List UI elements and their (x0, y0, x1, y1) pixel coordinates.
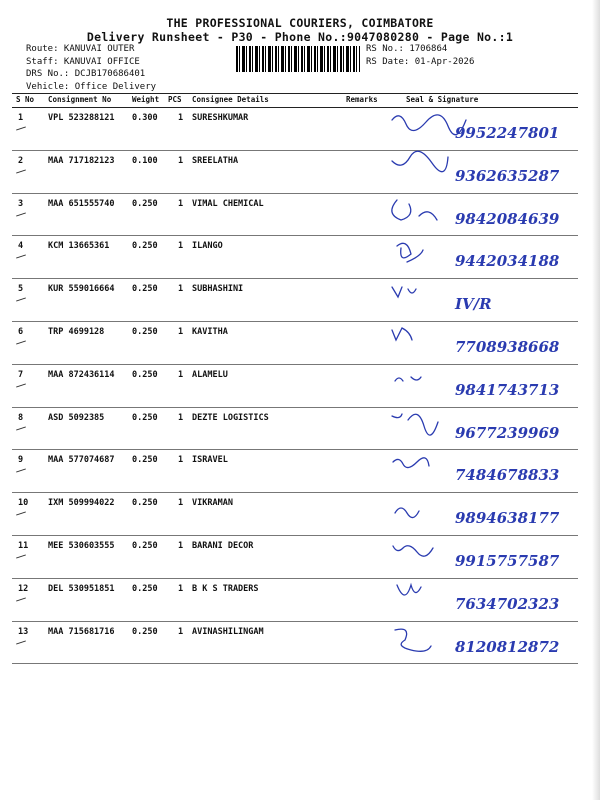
row-consignee: AVINASHILINGAM (192, 626, 264, 637)
row-sno: 8 (18, 412, 24, 423)
row-sno: 10 (18, 498, 29, 509)
row-weight: 0.250 (132, 498, 158, 509)
signature-phone: IV/R (455, 295, 492, 314)
row-sno: 12 (18, 583, 29, 594)
row-weight: 0.250 (132, 198, 158, 209)
runsheet-table (12, 93, 578, 664)
row-weight: 0.300 (132, 113, 158, 123)
signature-phone: 9842084639 (455, 209, 560, 228)
row-consignment: MAA 715681716 (48, 626, 115, 637)
row-weight: 0.250 (132, 455, 158, 466)
table-row (12, 450, 578, 493)
meta-right (366, 43, 474, 68)
meta-left (26, 43, 156, 93)
check-tick (16, 298, 26, 302)
row-weight: 0.250 (132, 326, 158, 337)
row-consignment: MAA 651555740 (48, 198, 115, 209)
scan-edge (592, 0, 600, 800)
check-tick (16, 126, 26, 130)
check-tick (16, 426, 26, 430)
row-consignment: ASD 5092385 (48, 412, 105, 423)
handwritten-signature (387, 196, 597, 234)
table-row (12, 622, 578, 665)
rs-date-line: RS Date: 01-Apr-2026 (366, 56, 475, 67)
handwritten-signature (387, 110, 597, 148)
check-tick (16, 469, 26, 473)
check-tick (16, 597, 26, 601)
check-tick (16, 340, 26, 344)
barcode (236, 46, 360, 72)
runsheet-subtitle: Delivery Runsheet - P30 - Phone No.:9047080280 - Page No.:1 (86, 30, 514, 44)
table-row (12, 365, 578, 408)
handwritten-signature (387, 538, 597, 576)
row-consignment: TRP 4699128 (48, 326, 105, 337)
signature-phone: 9442034188 (455, 252, 560, 271)
row-pcs: 1 (178, 155, 184, 166)
row-pcs: 1 (178, 113, 184, 123)
table-row (12, 408, 578, 451)
handwritten-signature (387, 367, 597, 405)
drs-line: DRS No.: DCJB170686401 (26, 69, 146, 79)
row-pcs: 1 (178, 412, 184, 423)
row-consignment: VPL 523288121 (48, 113, 115, 123)
row-sno: 13 (18, 626, 29, 637)
header-consignee: Consignee Details (192, 95, 269, 104)
row-consignee: ALAMELU (192, 369, 228, 380)
row-consignment: DEL 530951851 (48, 583, 115, 594)
staff-line: Staff: KANUVAI OFFICE (26, 56, 140, 67)
table-row (12, 536, 578, 579)
row-weight: 0.250 (132, 369, 158, 380)
row-sno: 9 (18, 455, 24, 466)
check-tick (16, 212, 26, 216)
header-consignment: Consignment No (48, 95, 112, 104)
header-seal: Seal & Signature (406, 95, 479, 104)
signature-phone: 7634702323 (455, 594, 560, 613)
row-pcs: 1 (178, 583, 184, 594)
row-weight: 0.100 (132, 155, 158, 166)
row-consignment: MEE 530603555 (48, 540, 115, 551)
header-pcs: PCS (168, 95, 182, 104)
row-pcs: 1 (178, 326, 184, 337)
row-consignee: ISRAVEL (192, 455, 228, 466)
row-pcs: 1 (178, 626, 184, 637)
table-row (12, 108, 578, 151)
row-consignee: SURESHKUMAR (192, 113, 249, 123)
row-weight: 0.250 (132, 540, 158, 551)
row-pcs: 1 (178, 198, 184, 209)
check-tick (16, 383, 26, 387)
row-consignment: IXM 509994022 (48, 498, 115, 509)
check-tick (16, 255, 26, 259)
check-tick (16, 169, 26, 173)
signature-phone: 8120812872 (455, 637, 560, 656)
header-remarks: Remarks (346, 95, 378, 104)
handwritten-signature (387, 281, 597, 319)
row-sno: 4 (18, 241, 24, 252)
row-consignment: KUR 559016664 (48, 284, 115, 295)
row-consignee: VIMAL CHEMICAL (192, 198, 264, 209)
table-row (12, 322, 578, 365)
check-tick (16, 554, 26, 558)
row-consignment: MAA 872436114 (48, 369, 115, 380)
header-sno: S No (16, 95, 35, 104)
table-row (12, 493, 578, 536)
row-sno: 11 (18, 540, 29, 551)
row-sno: 5 (18, 284, 24, 295)
row-weight: 0.250 (132, 284, 158, 295)
row-consignee: SREELATHA (192, 155, 239, 166)
table-row (12, 194, 578, 237)
table-row (12, 579, 578, 622)
signature-phone: 9677239969 (455, 423, 560, 442)
row-weight: 0.250 (132, 241, 158, 252)
row-consignment: MAA 577074687 (48, 455, 115, 466)
check-tick (16, 512, 26, 516)
row-pcs: 1 (178, 540, 184, 551)
table-row (12, 151, 578, 194)
row-weight: 0.250 (132, 626, 158, 637)
row-pcs: 1 (178, 241, 184, 252)
row-consignee: KAVITHA (192, 326, 228, 337)
row-consignee: VIKRAMAN (192, 498, 233, 509)
row-consignee: ILANGO (192, 241, 223, 252)
signature-phone: 7484678833 (455, 466, 560, 485)
table-body (12, 108, 578, 664)
handwritten-signature (387, 324, 597, 362)
row-consignment: KCM 13665361 (48, 241, 110, 252)
handwritten-signature (387, 452, 597, 490)
row-consignment: MAA 717182123 (48, 155, 115, 166)
row-sno: 6 (18, 326, 24, 337)
route-line: Route: KANUVAI OUTER (26, 44, 135, 54)
row-weight: 0.250 (132, 412, 158, 423)
rs-no-line: RS No.: 1706864 (366, 44, 448, 54)
company-title: THE PROFESSIONAL COURIERS, COIMBATORE (166, 16, 434, 30)
row-consignee: SUBHASHINI (192, 284, 244, 295)
check-tick (16, 640, 26, 644)
row-sno: 1 (18, 113, 24, 123)
row-consignee: B K S TRADERS (192, 583, 259, 594)
handwritten-signature (387, 410, 597, 448)
signature-phone: 9952247801 (455, 124, 560, 142)
table-row (12, 236, 578, 279)
signature-phone: 9362635287 (455, 166, 560, 185)
vehicle-line: Vehicle: Office Delivery (26, 81, 157, 92)
row-pcs: 1 (178, 369, 184, 380)
signature-phone: 9915757587 (455, 551, 560, 570)
row-pcs: 1 (178, 284, 184, 295)
table-header (12, 93, 578, 108)
row-consignee: DEZTE LOGISTICS (192, 412, 269, 423)
handwritten-signature (387, 624, 597, 662)
header-weight: Weight (132, 95, 160, 104)
row-pcs: 1 (178, 455, 184, 466)
handwritten-signature (387, 153, 597, 191)
row-sno: 2 (18, 155, 24, 166)
row-sno: 7 (18, 369, 24, 380)
row-pcs: 1 (178, 498, 184, 509)
handwritten-signature (387, 495, 597, 533)
row-weight: 0.250 (132, 583, 158, 594)
signature-phone: 9894638177 (455, 509, 560, 528)
signature-phone: 9841743713 (455, 380, 560, 399)
row-sno: 3 (18, 198, 24, 209)
handwritten-signature (387, 581, 597, 619)
row-consignee: BARANI DECOR (192, 540, 254, 551)
handwritten-signature (387, 238, 597, 276)
signature-phone: 7708938668 (455, 337, 560, 356)
table-row (12, 279, 578, 322)
